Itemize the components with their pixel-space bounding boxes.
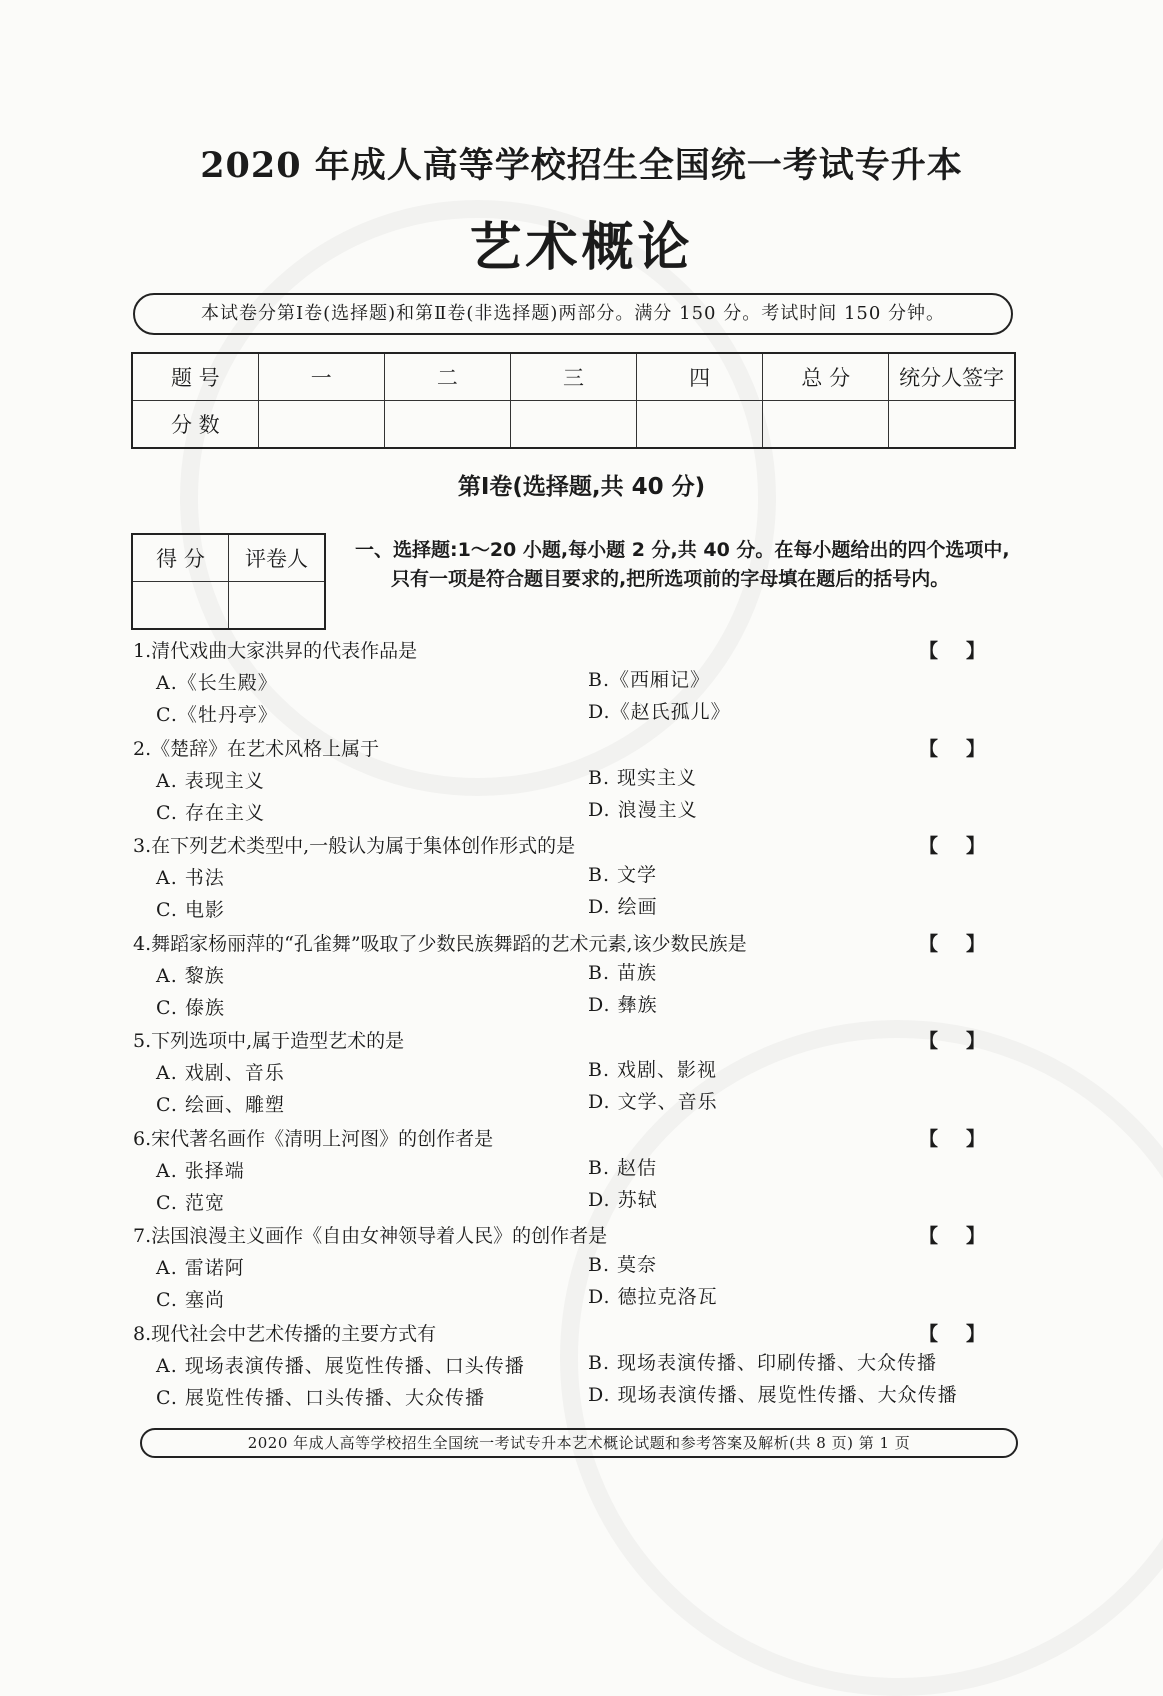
question-stem: 2.《楚辞》在艺术风格上属于 <box>133 738 380 760</box>
score-header-cell: 一 <box>258 353 384 401</box>
score-header-cell: 三 <box>510 353 636 401</box>
option-c: C. 电影 <box>156 899 225 921</box>
question-stem: 3.在下列艺术类型中,一般认为属于集体创作形式的是 <box>133 835 576 857</box>
score-header-cell: 统分人签字 <box>889 353 1015 401</box>
option-d: D. 现场表演传播、展览性传播、大众传播 <box>588 1384 958 1406</box>
option-b: B. 文学 <box>588 864 658 886</box>
score-cell[interactable] <box>510 401 636 449</box>
option-b: B.《西厢记》 <box>588 669 711 691</box>
grader-table <box>131 533 326 630</box>
score-cell[interactable] <box>889 401 1015 449</box>
score-cell[interactable] <box>384 401 510 449</box>
option-c: C. 展览性传播、口头传播、大众传播 <box>156 1387 485 1409</box>
option-a: A. 戏剧、音乐 <box>156 1062 285 1084</box>
question-stem: 5.下列选项中,属于造型艺术的是 <box>133 1030 405 1052</box>
answer-bracket[interactable]: 【】 <box>918 640 1013 662</box>
option-b: B. 莫奈 <box>588 1254 658 1276</box>
option-c: C. 范宽 <box>156 1192 225 1214</box>
option-d: D. 德拉克洛瓦 <box>588 1286 718 1308</box>
score-header-cell: 二 <box>384 353 510 401</box>
question-stem: 8.现代社会中艺术传播的主要方式有 <box>133 1323 437 1345</box>
option-d: D.《赵氏孤儿》 <box>588 701 731 723</box>
question-stem: 4.舞蹈家杨丽萍的“孔雀舞”吸取了少数民族舞蹈的艺术元素,该少数民族是 <box>133 933 747 955</box>
grader-name-label: 评卷人 <box>229 534 326 582</box>
grader-score-cell[interactable] <box>132 582 229 630</box>
option-c: C. 傣族 <box>156 997 225 1019</box>
score-cell[interactable] <box>763 401 889 449</box>
option-b: B. 现场表演传播、印刷传播、大众传播 <box>588 1352 938 1374</box>
subject-title: 艺术概论 <box>469 218 694 278</box>
option-c: C. 存在主义 <box>156 802 265 824</box>
grader-name-cell[interactable] <box>229 582 326 630</box>
answer-bracket[interactable]: 【】 <box>918 835 1013 857</box>
question-stem: 6.宋代著名画作《清明上河图》的创作者是 <box>133 1128 494 1150</box>
grader-score-label: 得 分 <box>132 534 229 582</box>
answer-bracket[interactable]: 【】 <box>918 738 1013 760</box>
score-cell[interactable] <box>637 401 763 449</box>
score-header-cell: 总 分 <box>763 353 889 401</box>
option-a: A. 表现主义 <box>156 770 265 792</box>
answer-bracket[interactable]: 【】 <box>918 1128 1013 1150</box>
option-a: A. 现场表演传播、展览性传播、口头传播 <box>156 1355 525 1377</box>
score-row-label: 分 数 <box>132 401 258 449</box>
option-a: A. 雷诺阿 <box>156 1257 245 1279</box>
option-a: A. 书法 <box>156 867 225 889</box>
option-d: D. 文学、音乐 <box>588 1091 718 1113</box>
score-header-cell: 题 号 <box>132 353 258 401</box>
option-a: A. 张择端 <box>156 1160 245 1182</box>
section-instruction: 一、选择题:1～20 小题,每小题 2 分,共 40 分。在每小题给出的四个选项中,只有一项是符合题目要求的,把所选项前的字母填在题后的括号内。 <box>355 539 1010 590</box>
section-title: 第Ⅰ卷(选择题,共 40 分) <box>457 474 706 500</box>
option-c: C.《牡丹亭》 <box>156 704 278 726</box>
option-d: D. 绘画 <box>588 896 658 918</box>
option-d: D. 彝族 <box>588 994 658 1016</box>
option-c: C. 绘画、雕塑 <box>156 1094 285 1116</box>
score-cell[interactable] <box>258 401 384 449</box>
option-b: B. 现实主义 <box>588 767 698 789</box>
score-header-cell: 四 <box>637 353 763 401</box>
exam-notice: 本试卷分第Ⅰ卷(选择题)和第Ⅱ卷(非选择题)两部分。满分 150 分。考试时间 150 分钟。 <box>133 293 1013 335</box>
option-b: B. 戏剧、影视 <box>588 1059 718 1081</box>
option-d: D. 苏轼 <box>588 1189 658 1211</box>
option-b: B. 苗族 <box>588 962 658 984</box>
option-a: A. 黎族 <box>156 965 225 987</box>
exam-title: 2020 年成人高等学校招生全国统一考试专升本 <box>200 145 963 186</box>
score-table <box>131 352 1016 449</box>
page-footer: 2020 年成人高等学校招生全国统一考试专升本艺术概论试题和参考答案及解析(共 8 页) 第 1 页 <box>140 1428 1018 1458</box>
answer-bracket[interactable]: 【】 <box>918 1323 1013 1345</box>
option-d: D. 浪漫主义 <box>588 799 698 821</box>
answer-bracket[interactable]: 【】 <box>918 933 1013 955</box>
question-stem: 7.法国浪漫主义画作《自由女神领导着人民》的创作者是 <box>133 1225 608 1247</box>
option-a: A.《长生殿》 <box>156 672 278 694</box>
answer-bracket[interactable]: 【】 <box>918 1225 1013 1247</box>
question-stem: 1.清代戏曲大家洪昇的代表作品是 <box>133 640 418 662</box>
answer-bracket[interactable]: 【】 <box>918 1030 1013 1052</box>
option-c: C. 塞尚 <box>156 1289 225 1311</box>
option-b: B. 赵佶 <box>588 1157 658 1179</box>
